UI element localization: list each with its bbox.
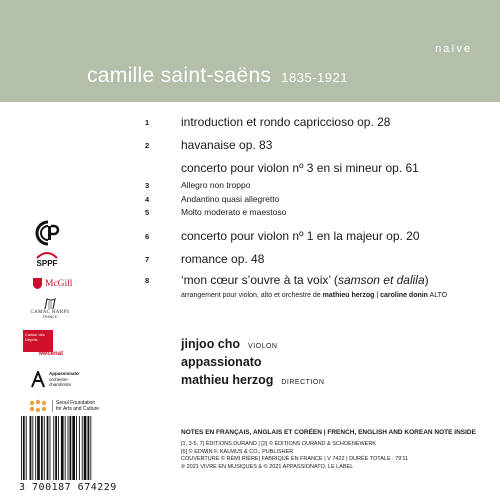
track-title: romance op. 48: [181, 252, 265, 266]
barcode-bar: [47, 416, 49, 480]
credits-block: [181, 441, 408, 471]
barcode-bar: [88, 416, 90, 480]
track-number: 3: [145, 181, 150, 190]
barcode: [19, 416, 119, 480]
cp-logo-icon: [35, 220, 61, 246]
mcgill-shield-icon: [33, 278, 42, 289]
composer-years: 1835-1921: [281, 70, 348, 85]
barcode-bar: [50, 416, 51, 480]
performer-line: [181, 371, 324, 389]
barcode-bar: [72, 416, 75, 480]
track-title: ‘mon cœur s’ouvre à ta voix’ (samson et dalila): [181, 273, 429, 287]
appassionato-logo: Appassionato orchestre chambriste: [31, 371, 79, 388]
naive-label-logo: naïve: [435, 43, 472, 55]
barcode-bar: [44, 416, 45, 480]
composer-name: camille saint-saëns: [87, 64, 272, 87]
work-title: concerto pour violon nº 3 en si mineur op. 61: [181, 161, 419, 175]
track-number: 6: [145, 232, 150, 241]
barcode-bar: [30, 416, 32, 480]
barcode-bar: [65, 416, 66, 480]
barcode-bar: [61, 416, 64, 480]
track-number: 1: [145, 118, 150, 127]
sppf-logo: SPPF: [36, 251, 58, 268]
performer-role: VIOLON: [248, 343, 278, 350]
barcode-bar: [37, 416, 40, 480]
seoul-foundation-logo: Seoul Foundation for Arts and Culture: [28, 399, 99, 413]
credit-line: [6] © EDWIN F. KALMUS & CO., PUBLISHER: [181, 448, 294, 455]
barcode-bar: [41, 416, 43, 480]
mcgill-logo: McGill: [33, 278, 72, 289]
credit-line: [1, 3-5, 7] ÉDITIONS DURAND | [2] © ÉDITIONS DURAND & SCHOENEWERK: [181, 441, 376, 447]
performer-line: [181, 335, 324, 353]
harp-icon: [42, 298, 58, 310]
credit-line: COUVERTURE © RÉMI RIÈRE| FABRIQUÉ EN FRANCE | V 7422 | DURÉE TOTALE : 79'11: [181, 456, 409, 462]
track-title: introduction et rondo capriccioso op. 28: [181, 115, 391, 129]
performer-line: [181, 353, 324, 371]
composer-heading: [87, 64, 348, 88]
sppf-mark-icon: [36, 251, 58, 259]
credit-line: ℗ 2021 VIVRE EN MUSIQUES & © 2021 APPASSIONATO, LE LABEL: [181, 463, 354, 470]
arrangement-credit: arrangement pour violon, alto et orchestre de mathieu herzog | caroline donin ALTO: [181, 292, 448, 299]
track-title: concerto pour violon nº 1 en la majeur op. 20: [181, 229, 420, 243]
track-number: 2: [145, 141, 150, 150]
barcode-bar: [32, 416, 33, 480]
barcode-bar: [26, 416, 27, 480]
barcode-bar: [90, 416, 91, 480]
notes-language-title: NOTES EN FRANÇAIS, ANGLAIS ET CORÉEN | FRENCH, ENGLISH AND KOREAN NOTE INSIDE: [181, 429, 476, 436]
performer-name: jinjoo cho: [181, 337, 241, 351]
track-number: 7: [145, 255, 150, 264]
barcode-bar: [84, 416, 87, 480]
seoul-foundation-mark-icon: [28, 399, 48, 413]
barcode-number: 3 700187 674229: [19, 482, 117, 493]
track-title: Allegro non troppo: [181, 180, 251, 190]
track-number: 4: [145, 195, 150, 204]
performer-name: appassionato: [181, 355, 262, 369]
performer-role: DIRECTION: [281, 379, 325, 386]
track-title: Andantino quasi allegretto: [181, 194, 280, 204]
track-number: 8: [145, 276, 150, 285]
barcode-bar: [82, 416, 83, 480]
track-number: 5: [145, 208, 150, 217]
header-band: [0, 0, 500, 102]
barcode-bar: [53, 416, 54, 480]
caisse-box: Caisse des Dépôts: [23, 330, 53, 352]
barcode-bar: [79, 416, 80, 480]
barcode-bar: [58, 416, 59, 480]
performer-name: mathieu herzog: [181, 373, 274, 387]
barcode-bar: [76, 416, 77, 480]
barcode-bar: [68, 416, 69, 480]
barcode-bar: [69, 416, 71, 480]
track-title: Molto moderato e maestoso: [181, 207, 287, 217]
appassionato-a-icon: [31, 371, 45, 388]
caisse-des-depots-logo: Caisse des Dépôts Mécénat: [25, 332, 64, 357]
barcode-bar: [55, 416, 57, 480]
track-title: havanaise op. 83: [181, 138, 273, 152]
camac-harps-logo: CAMAC HARPS FRANCE: [30, 298, 70, 319]
cp-logo: [35, 220, 61, 246]
barcode-bar: [23, 416, 25, 480]
performers: [181, 335, 324, 389]
barcode-bar: [35, 416, 36, 480]
barcode-bar: [21, 416, 22, 480]
